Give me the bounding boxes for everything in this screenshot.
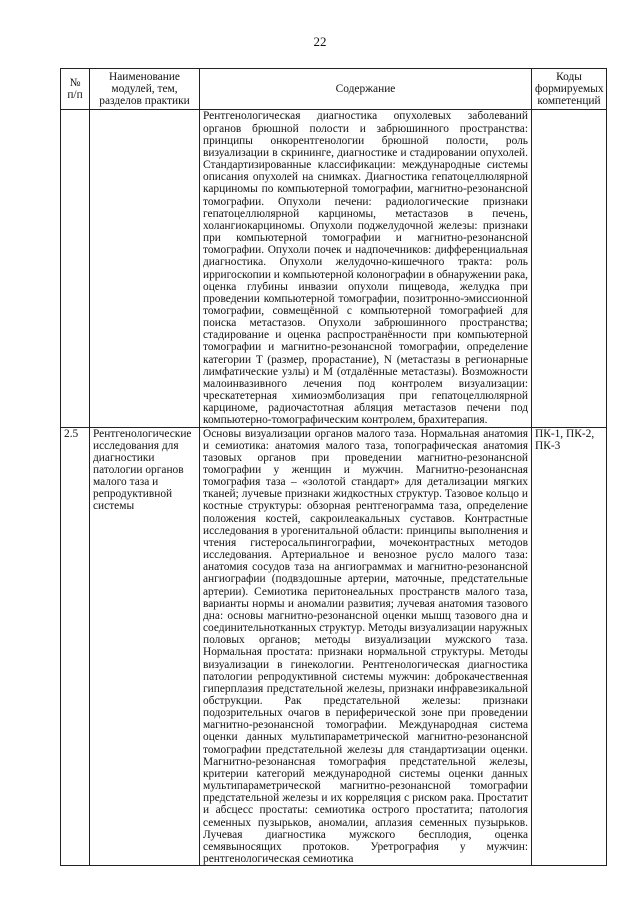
row-content-text: Рентгенологическая диагностика опухолевых заболеваний органов брюшной полости и забрюшинного пространства: принципы онкорентгенологии брюшной полости, роль визуализации в скрининге, диагностике и стадировании опухолей. Стандартизированные классификации: международные системы описания опухолей на снимках. Диагностика гепатоцеллюлярной карциномы по компьютерной томографии, магнитно-резонансной томографии. Опухоли печени: радиологические признаки гепатоцеллюлярной карциномы, метастазов в печень, холангиокарциномы. Опухоли поджелудочной железы: признаки при компьютерной томографии и магнитно-резонансной томографии. Опухоли почек и надпочечников: дифференциальная диагностика. Опухоли желудочно-кишечного тракта: роль ирригоскопии и компьютерной колонографии в обнаружении рака, оценка глубины инвазии опухоли пищевода, желудка при проведении компьютерной томографии, позитронно-эмиссионной томографии, совмещённой с компьютерной томографией для поиска метастазов. Опухоли забрюшинного пространства; стадирование и оценка распространённости при компьютерной томографии и магнитно-резонансной томографии, определение категории T (размер, прорастание), N (метастазы в регионарные лимфатические узлы) и M (отдалённые метастазы). Возможности малоинвазивного лечения под контролем визуализации: чрескатетерная химиоэмболизация при гепатоцеллюлярной карциноме, радиочастотная абляция метастазов печени под компьютерно-томографическим контролем, брахитерапия. — [200, 110, 532, 427]
row-competence-codes: ПК-1, ПК-2, ПК-3 — [532, 427, 607, 866]
row-competence-codes — [532, 110, 607, 427]
table-row — [61, 427, 607, 866]
header-number: № п/п — [61, 69, 90, 110]
row-number — [61, 110, 90, 427]
page-number: 22 — [313, 34, 327, 49]
header-section: Наименование модулей, тем, разделов практики — [90, 69, 200, 110]
row-content-text: Основы визуализации органов малого таза. Нормальная анатомия и семиотика: анатомия малого таза, топографическая анатомия тазовых органов при проведении магнитно-резонансной томографии у женщин и мужчин. Магнитно-резонансная томография таза – «золотой стандарт» для детализации мягких тканей; лучевые признаки жидкостных структур. Тазовое кольцо и костные структуры: обзорная рентгенограмма таза, определение положения костей, сакроилеакальных суставов. Контрастные исследования в урогенитальной области: принципы выполнения и чтения гистеросальпингографии, мочеконтрастных методов исследования. Артериальное и венозное русло малого таза: анатомия сосудов таза на ангиограммах и магнитно-резонансной ангиографии (подвздошные артерии, маточные, предстательные артерии). Семиотика перитонеальных пространств малого таза, варианты нормы и аномалии развития; лучевая анатомия тазового дна: основы магнитно-резонансной оценки мышц тазового дна и соединительнотканных структур. Методы визуализации наружных половых органов; методы визуализации мужского таза. Нормальная простата: признаки нормальной структуры. Методы визуализации в гинекологии. Рентгенологическая диагностика патологии репродуктивной системы мужчин: доброкачественная гиперплазия предстательной железы, признаки инфравезикальной обструкции. Рак предстательной железы: признаки подозрительных очагов в периферической зоне при проведении магнитно-резонансной томографии. Международная система оценки данных мультипараметрической магнитно-резонансной томографии предстательной железы для стандартизации оценки. Магнитно-резонансная томография предстательной железы, критерии категорий международной системы оценки данных мультипараметрической магнитно-резонансной томографии предстательной железы и их корреляция с риском рака. Простатит и абсцесс простаты: семиотика острого простатита; патология семенных пузырьков, аномалии, аплазия семенных пузырьков. Лучевая диагностика мужского бесплодия, оценка семявыносящих протоков. Уретрография у мужчин: рентгенологическая семиотика — [200, 427, 532, 866]
table-row — [61, 110, 607, 427]
program-content-table — [60, 68, 607, 866]
header-content: Содержание — [200, 69, 532, 110]
row-section-title: Рентгенологические исследования для диагностики патологии органов малого таза и репродуктивной системы — [90, 427, 200, 866]
row-number: 2.5 — [61, 427, 90, 866]
row-section-title — [90, 110, 200, 427]
header-competence-codes: Коды формируемых компетенций — [532, 69, 607, 110]
table-header-row — [61, 69, 607, 110]
